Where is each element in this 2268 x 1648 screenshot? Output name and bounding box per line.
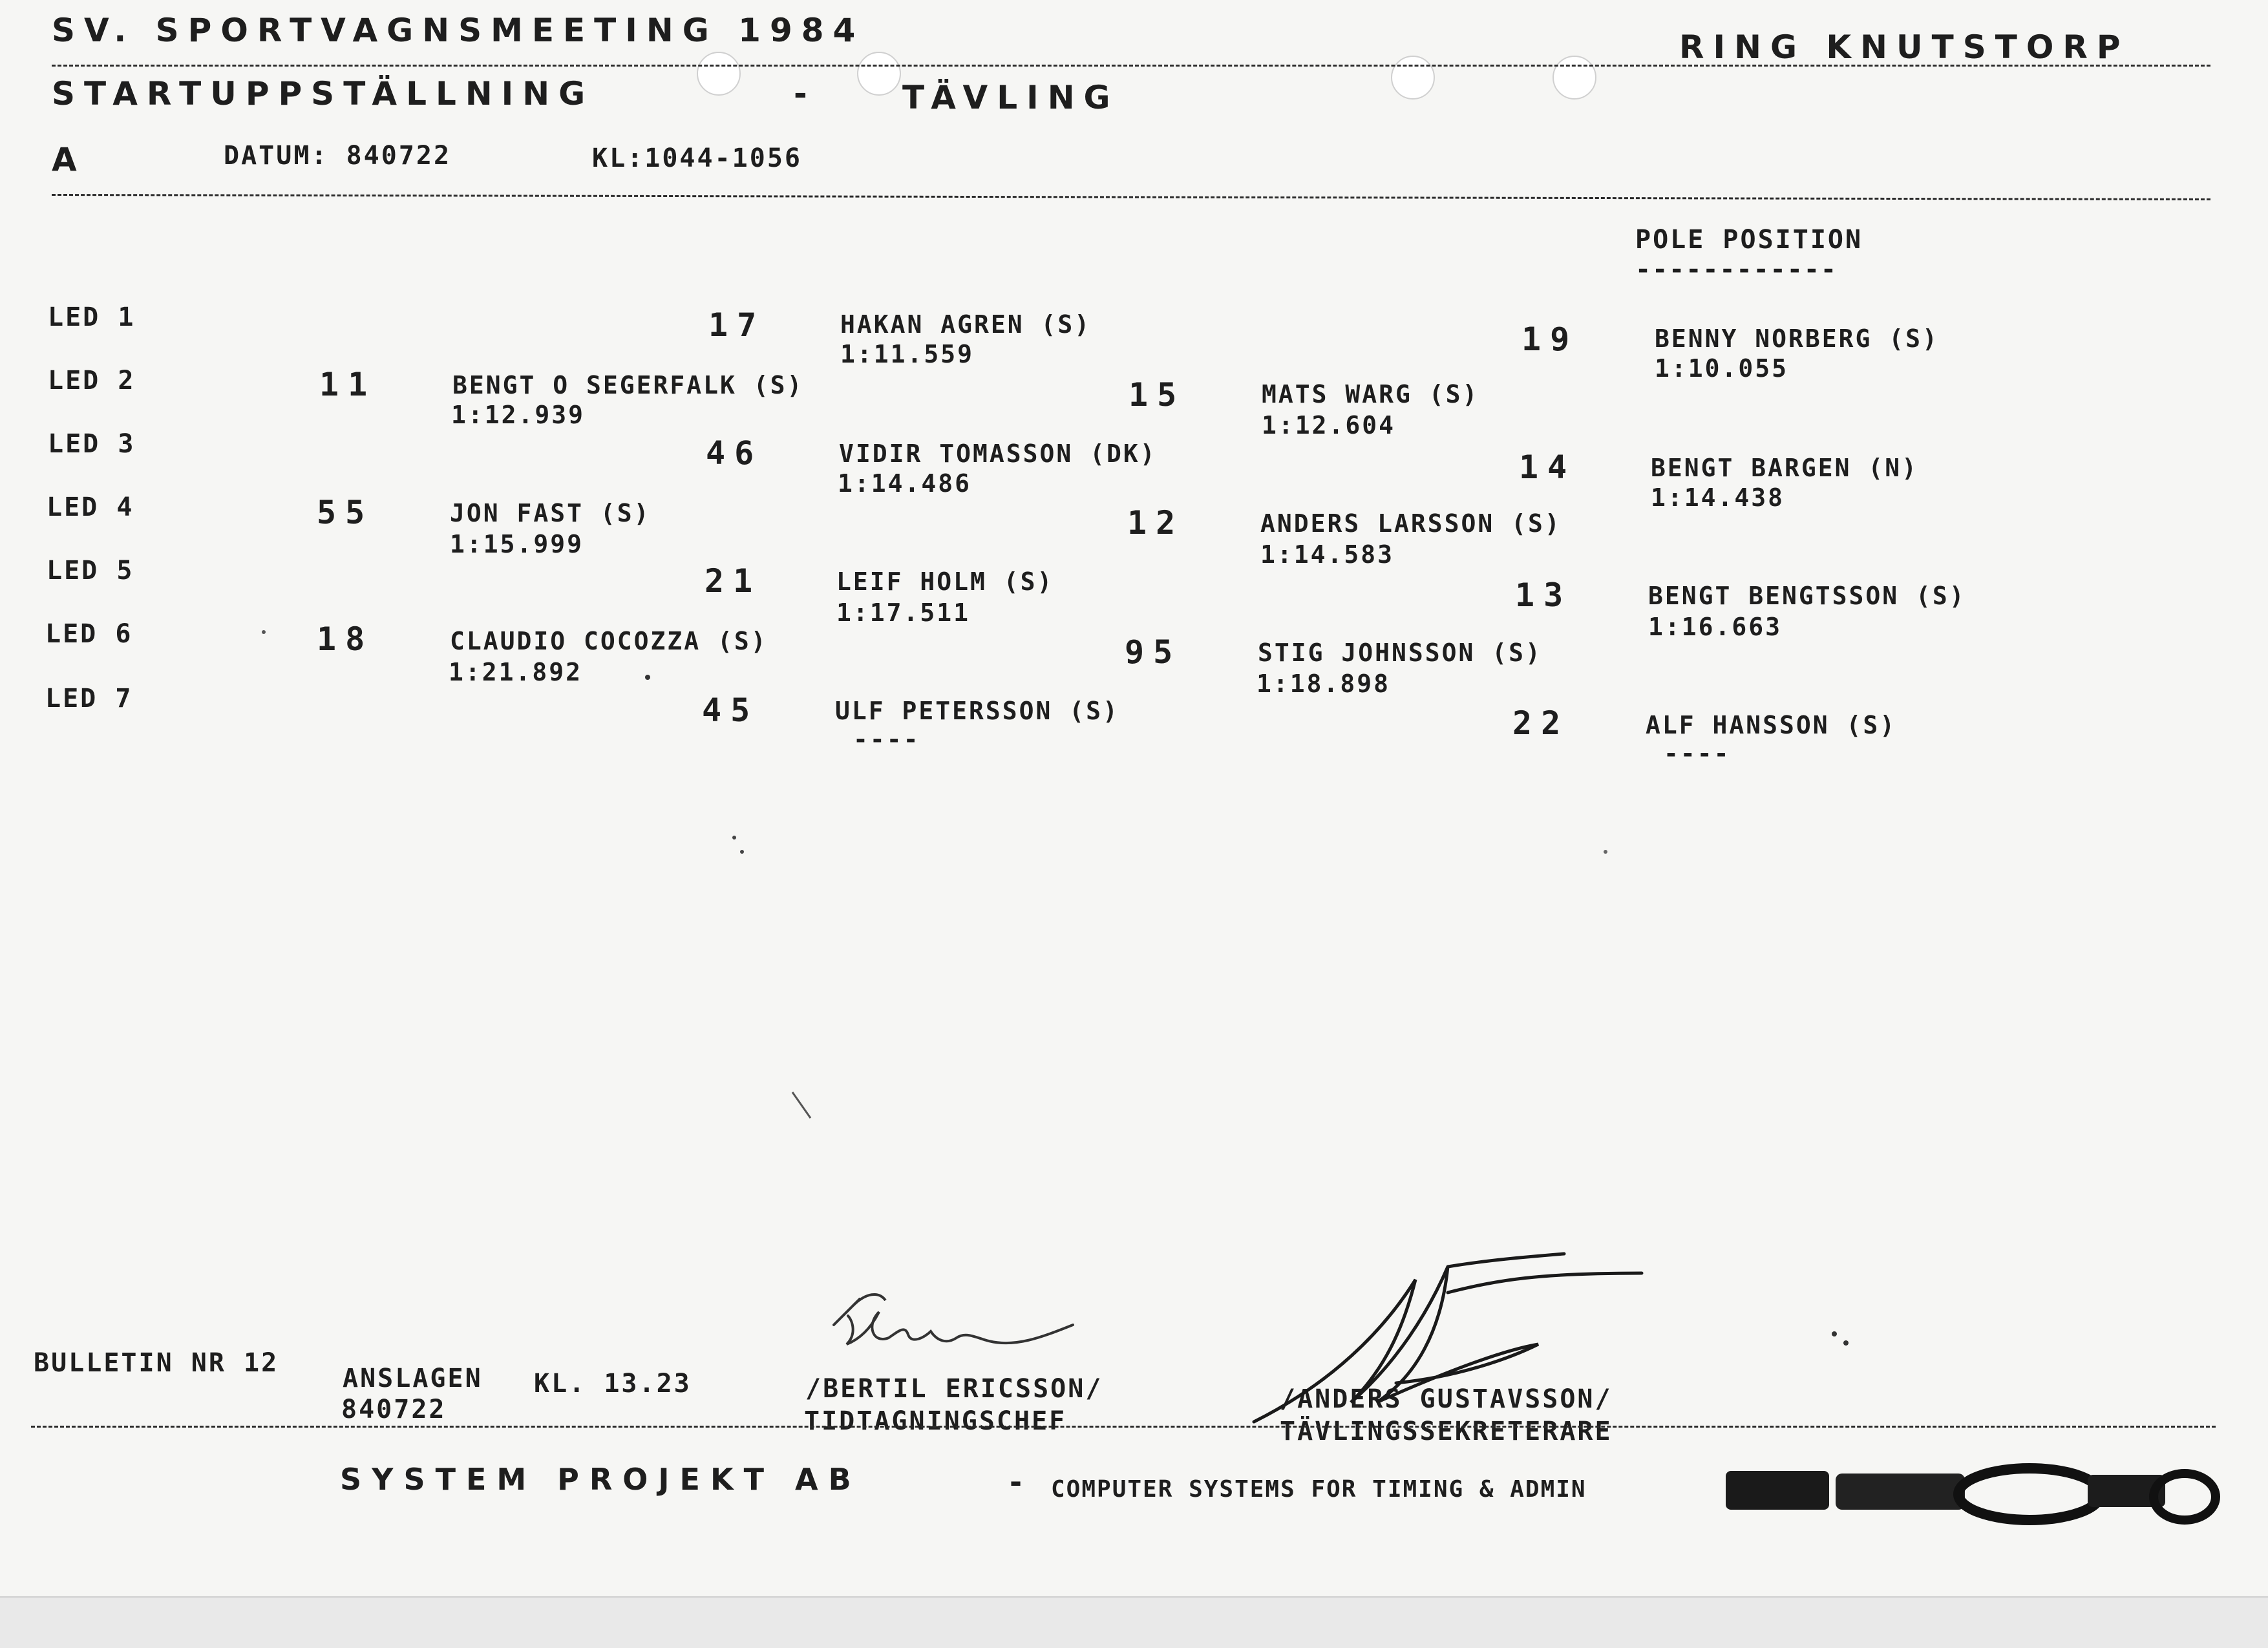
driver-name: HAKAN AGREN (S) [840, 310, 1092, 339]
lap-time: 1:14.583 [1260, 540, 1395, 569]
driver-name: VIDIR TOMASSON (DK) [839, 439, 1157, 468]
lap-time: 1:15.999 [450, 530, 584, 558]
footer-divider [31, 1426, 2216, 1428]
pole-position-label: POLE POSITION [1635, 225, 1863, 255]
timing-chief-signature [827, 1286, 1086, 1389]
race-secretary-name: /ANDERS GUSTAVSSON/ [1280, 1384, 1613, 1414]
lap-time: 1:21.892 [449, 658, 583, 686]
lap-time: 1:14.438 [1651, 483, 1785, 512]
subtitle-left: STARTUPPSTÄLLNING [52, 75, 595, 112]
lap-time: 1:14.486 [838, 469, 972, 498]
venue-title: RING KNUTSTORP [1679, 28, 2130, 66]
event-title: SV. SPORTVAGNSMEETING 1984 [52, 12, 865, 49]
time-window-label: KL:1044-1056 [592, 143, 802, 173]
car-number: 46 [706, 434, 763, 472]
lap-time: ---- [853, 725, 920, 754]
subtitle-separator: - [794, 75, 816, 112]
lap-time: ---- [1664, 739, 1731, 768]
car-number: 13 [1515, 576, 1573, 614]
driver-name: BENGT O SEGERFALK (S) [452, 371, 804, 399]
driver-name: LEIF HOLM (S) [836, 567, 1054, 596]
race-secretary-signature [1254, 1254, 1668, 1448]
lap-time: 1:12.939 [451, 401, 586, 429]
race-secretary-title: TÄVLINGSSEKRETERARE [1280, 1417, 1613, 1446]
row-label-1: LED 1 [48, 302, 136, 332]
car-number: 21 [705, 562, 762, 600]
lap-time: 1:10.055 [1655, 354, 1789, 383]
row-label-6: LED 6 [45, 619, 133, 649]
date-label: DATUM: 840722 [224, 141, 452, 171]
lap-time: 1:16.663 [1648, 613, 1783, 641]
car-number: 11 [319, 366, 377, 403]
driver-name: BENNY NORBERG (S) [1655, 324, 1939, 353]
driver-name: JON FAST (S) [450, 499, 651, 527]
driver-name: ALF HANSSON (S) [1646, 711, 1897, 739]
posted-time: KL. 13.23 [534, 1369, 692, 1399]
car-number: 17 [708, 306, 766, 344]
driver-name: MATS WARG (S) [1262, 380, 1479, 408]
lap-time: 1:12.604 [1262, 411, 1396, 439]
lap-time: 1:11.559 [840, 340, 975, 368]
row-label-5: LED 5 [47, 556, 134, 586]
row-label-3: LED 3 [48, 429, 136, 459]
driver-name: BENGT BENGTSSON (S) [1648, 582, 1966, 610]
car-number: 45 [702, 692, 759, 729]
lap-time: 1:17.511 [836, 598, 971, 627]
car-number: 19 [1521, 321, 1579, 358]
row-label-2: LED 2 [48, 366, 136, 396]
driver-name: CLAUDIO COCOZZA (S) [450, 627, 768, 655]
car-number: 18 [317, 620, 374, 658]
car-number: 22 [1512, 704, 1570, 742]
subtitle-right: TÄVLING [902, 79, 1119, 116]
car-number: 95 [1125, 633, 1182, 671]
row-label-4: LED 4 [47, 492, 134, 522]
company-name: SYSTEM PROJEKT AB [340, 1462, 862, 1497]
company-separator: - [1010, 1464, 1033, 1499]
car-number: 55 [317, 494, 374, 531]
driver-name: STIG JOHNSSON (S) [1258, 639, 1542, 667]
bulletin-number: BULLETIN NR 12 [34, 1348, 279, 1378]
timing-chief-name: /BERTIL ERICSSON/ [805, 1374, 1103, 1404]
timing-chief-title: TIDTAGNINGSCHEF [804, 1406, 1067, 1436]
lap-time: 1:18.898 [1256, 670, 1391, 698]
row-label-7: LED 7 [45, 684, 133, 713]
company-logo [1726, 1454, 2217, 1525]
posted-label: ANSLAGEN [343, 1364, 483, 1393]
group-label: A [52, 141, 86, 178]
driver-name: ULF PETERSSON (S) [835, 697, 1119, 725]
car-number: 14 [1519, 449, 1576, 486]
driver-name: ANDERS LARSSON (S) [1260, 509, 1562, 538]
pole-position-underline: ------------ [1635, 255, 1838, 284]
driver-name: BENGT BARGEN (N) [1651, 454, 1919, 482]
car-number: 15 [1129, 376, 1186, 414]
posted-date: 840722 [341, 1395, 447, 1424]
company-tagline: COMPUTER SYSTEMS FOR TIMING & ADMIN [1051, 1476, 1587, 1503]
car-number: 12 [1127, 504, 1185, 542]
